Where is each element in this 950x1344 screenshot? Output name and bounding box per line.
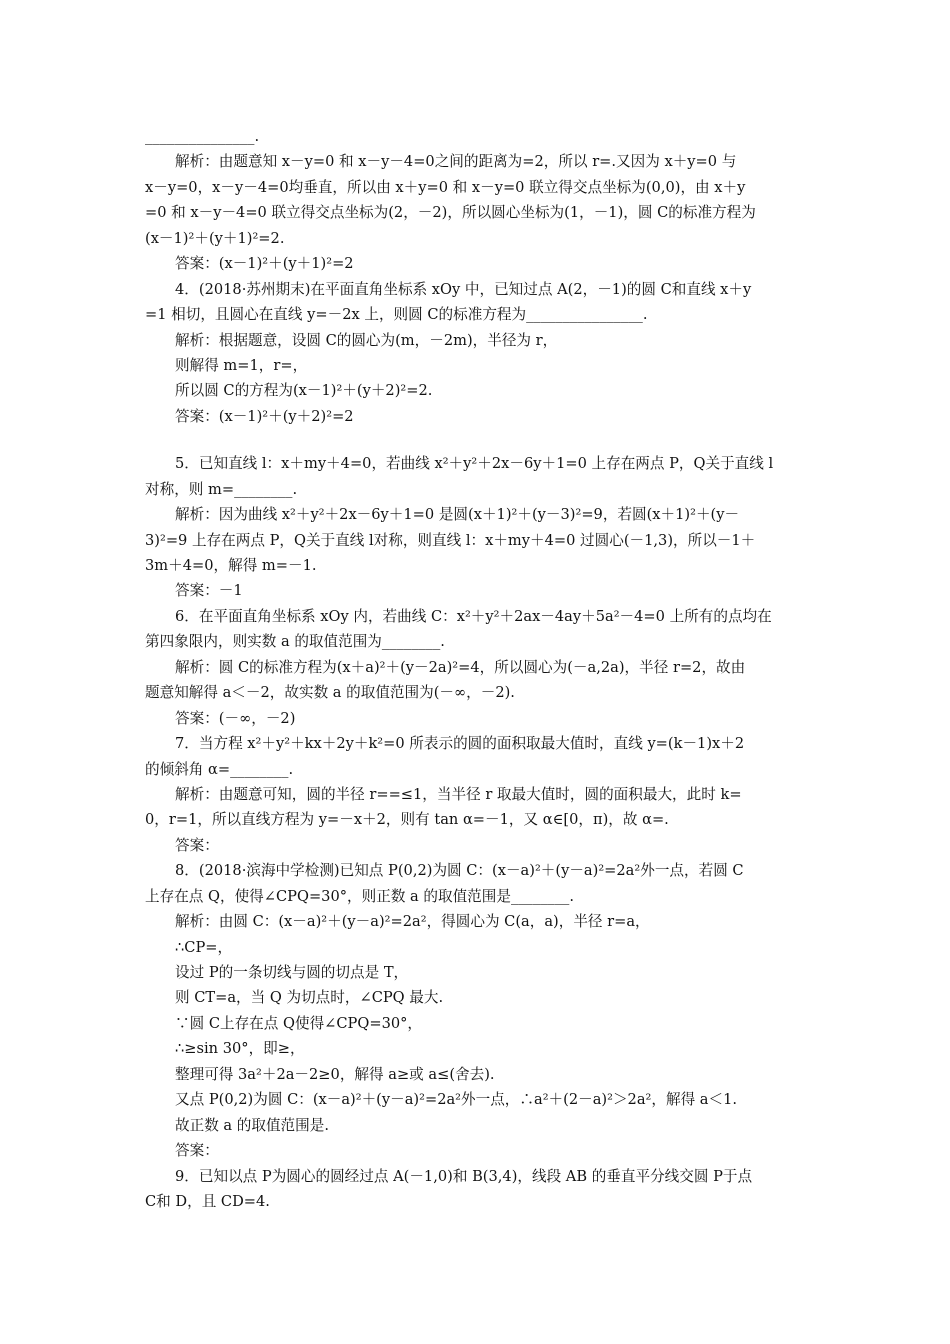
text-line: 的倾斜角 α=________. <box>145 760 294 778</box>
text-line: 整理可得 3a²＋2a－2≥0，解得 a≥或 a≤(舍去). <box>175 1065 495 1083</box>
text-line: 解析：由圆 C：(x－a)²＋(y－a)²=2a²，得圆心为 C(a，a)，半径 r=a， <box>175 913 650 931</box>
text-line: ∴≥sin 30°，即≥， <box>175 1040 305 1058</box>
text-line: 又点 P(0,2)为圆 C：(x－a)²＋(y－a)²=2a²外一点，∴a²＋(2－a)²＞2a²，解得 a＜1. <box>175 1091 738 1109</box>
text-line: C和 D，且 CD=4. <box>145 1192 270 1210</box>
text-line: 5．已知直线 l：x＋my＋4=0，若曲线 x²＋y²＋2x－6y＋1=0 上存在两点 P，Q关于直线 l <box>175 455 774 473</box>
text-line: 上存在点 Q，使得∠CPQ=30°，则正数 a 的取值范围是________. <box>145 887 574 905</box>
text-line: 设过 P的一条切线与圆的切点是 T， <box>175 964 409 981</box>
blank-line <box>145 429 825 451</box>
text-line: ∴CP=， <box>175 938 233 956</box>
text-line: 6．在平面直角坐标系 xOy 内，若曲线 C：x²＋y²＋2ax－4ay＋5a²－4=0 上所有的点均在 <box>175 607 772 625</box>
text-line: 答案：(x－1)²＋(y＋1)²=2 <box>175 255 354 273</box>
text-line: 解析：由题意可知，圆的半径 r==≤1，当半径 r 取最大值时，圆的面积最大，此时 k= <box>175 785 742 803</box>
text-line: 3)²=9 上存在两点 P，Q关于直线 l对称，则直线 l：x＋my＋4=0 过圆心(－1,3)，所以－1＋ <box>145 531 756 549</box>
text-line: 对称，则 m=________. <box>145 480 298 498</box>
text-line: 3m＋4=0，解得 m=－1. <box>145 557 317 574</box>
text-line: 题意知解得 a＜－2，故实数 a 的取值范围为(－∞，－2). <box>145 684 515 702</box>
text-line: 答案： <box>175 836 219 854</box>
text-line: _______________. <box>145 128 260 145</box>
text-line: 0，r=1，所以直线方程为 y=－x＋2，则有 tan α=－1，又 α∈[0，π)，故 α=. <box>145 811 669 829</box>
text-line: =1 相切，且圆心在直线 y=－2x 上，则圆 C的标准方程为________________. <box>145 306 648 324</box>
text-line: 解析：根据题意，设圆 C的圆心为(m，－2m)，半径为 r， <box>175 331 558 349</box>
text-line: ∵圆 C上存在点 Q使得∠CPQ=30°， <box>175 1014 423 1032</box>
text-line: 则 CT=a，当 Q 为切点时，∠CPQ 最大. <box>175 989 444 1007</box>
text-line: 9．已知以点 P为圆心的圆经过点 A(－1,0)和 B(3,4)，线段 AB 的垂直平分线交圆 P于点 <box>175 1167 753 1185</box>
text-line: (x－1)²＋(y＋1)²=2. <box>145 229 285 247</box>
document-page <box>145 124 825 1214</box>
text-line: 答案： <box>175 1142 219 1160</box>
text-line: 所以圆 C的方程为(x－1)²＋(y＋2)²=2. <box>175 382 433 400</box>
text-line: =0 和 x－y－4=0 联立得交点坐标为(2，－2)，所以圆心坐标为(1，－1)，圆 C的标准方程为 <box>145 204 756 222</box>
text-line: 故正数 a 的取值范围是. <box>175 1116 329 1134</box>
text-line: 则解得 m=1，r=， <box>175 356 308 374</box>
text-line: 4．(2018·苏州期末)在平面直角坐标系 xOy 中，已知过点 A(2，－1)的圆 C和直线 x＋y <box>175 280 752 298</box>
text-line: 解析：因为曲线 x²＋y²＋2x－6y＋1=0 是圆(x＋1)²＋(y－3)²=9，若圆(x＋1)²＋(y－ <box>175 506 740 524</box>
text-line: 答案：(x－1)²＋(y＋2)²=2 <box>175 407 354 425</box>
text-line: 7．当方程 x²＋y²＋kx＋2y＋k²=0 所表示的圆的面积取最大值时，直线 y=(k－1)x＋2 <box>175 735 745 753</box>
text-line: 第四象限内，则实数 a 的取值范围为________. <box>145 633 445 651</box>
text-line: 解析：由题意知 x－y=0 和 x－y－4=0之间的距离为=2，所以 r=.又因为 x＋y=0 与 <box>175 153 737 171</box>
text-line: 8．(2018·滨海中学检测)已知点 P(0,2)为圆 C：(x－a)²＋(y－a)²=2a²外一点，若圆 C <box>175 862 744 880</box>
text-line: 答案：(－∞，－2) <box>175 709 296 727</box>
text-line: x－y=0，x－y－4=0均垂直，所以由 x＋y=0 和 x－y=0 联立得交点坐标为(0,0)，由 x＋y <box>145 178 746 196</box>
text-line: 解析：圆 C的标准方程为(x＋a)²＋(y－2a)²=4，所以圆心为(－a,2a)，半径 r=2，故由 <box>175 658 746 676</box>
text-line: 答案：－1 <box>175 582 243 600</box>
